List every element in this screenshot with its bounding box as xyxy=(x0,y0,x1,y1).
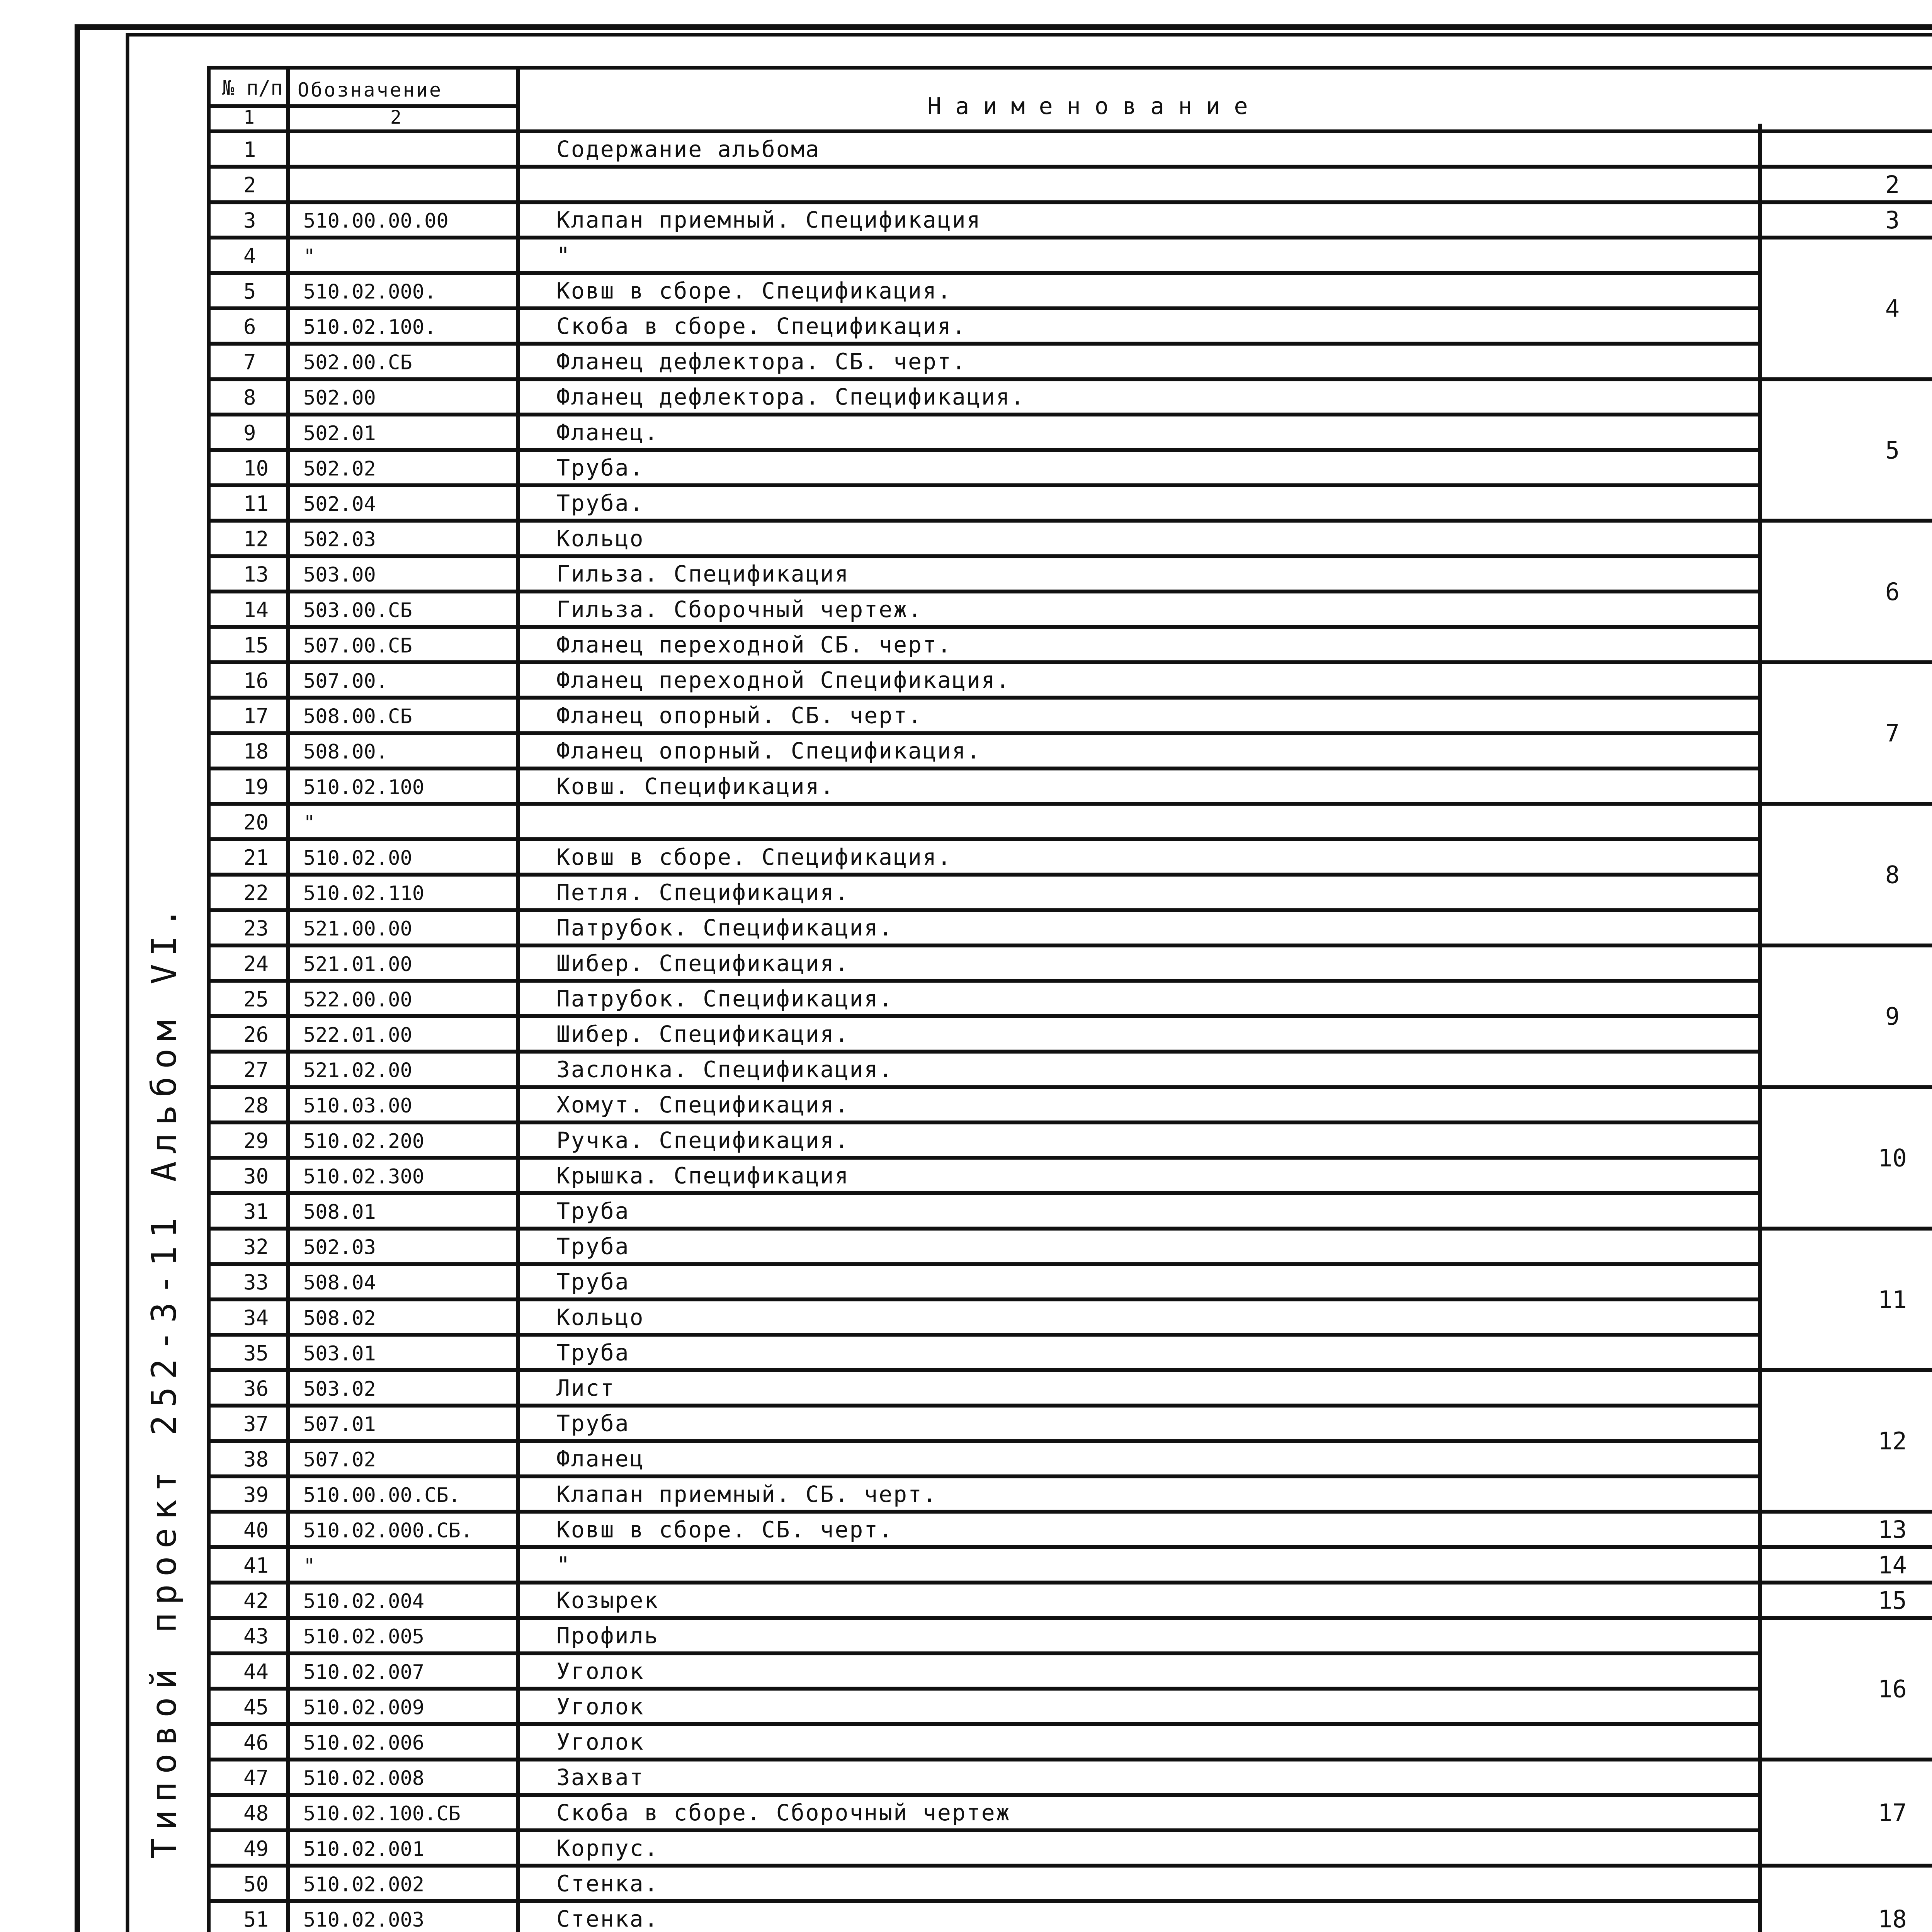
row-number: 18 xyxy=(243,739,269,764)
table-row xyxy=(243,985,893,1012)
row-designation: 510.02.004 xyxy=(303,1590,425,1613)
row-name: " xyxy=(556,242,571,269)
row-name: Труба xyxy=(556,1410,630,1437)
table-row xyxy=(243,667,1011,693)
row-name: Ковш в сборе. СБ. черт. xyxy=(556,1516,894,1543)
row-name: Гильза. Сборочный чертеж. xyxy=(556,596,923,622)
row-number: 35 xyxy=(243,1341,269,1366)
row-number: 27 xyxy=(243,1058,269,1082)
row-number: 21 xyxy=(243,845,269,870)
row-designation: 510.02.007 xyxy=(303,1660,425,1684)
sheet-number: 13 xyxy=(1878,1515,1907,1544)
row-name: Кольцо xyxy=(556,1304,645,1330)
sheet-number: 15 xyxy=(1878,1586,1907,1615)
row-name: Труба xyxy=(556,1339,630,1366)
row-name: Труба xyxy=(556,1197,630,1224)
row-name: Труба. xyxy=(556,454,645,481)
row-designation: 508.04 xyxy=(303,1271,376,1295)
row-name: Труба xyxy=(556,1233,630,1260)
row-number: 30 xyxy=(243,1164,269,1189)
sheet-number: 6 xyxy=(1885,577,1900,606)
row-number: 32 xyxy=(243,1235,269,1259)
row-number: 36 xyxy=(243,1376,269,1401)
row-designation: 510.02.000.СБ. xyxy=(303,1519,473,1543)
row-designation: 510.02.009 xyxy=(303,1696,425,1719)
row-number: 7 xyxy=(243,350,256,374)
row-designation: 510.02.003 xyxy=(303,1908,425,1932)
row-number: 17 xyxy=(243,704,269,728)
row-name: Захват xyxy=(556,1764,645,1791)
row-number: 15 xyxy=(243,633,269,658)
row-number: 39 xyxy=(243,1482,269,1507)
sheet-number: 10 xyxy=(1878,1144,1907,1172)
row-name: Ковш в сборе. Спецификация. xyxy=(556,844,952,870)
row-name: Фланец опорный. Спецификация. xyxy=(556,738,981,764)
row-designation: 507.00. xyxy=(303,669,388,693)
row-number: 38 xyxy=(243,1447,269,1472)
row-number: 13 xyxy=(243,562,269,587)
row-number: 14 xyxy=(243,597,269,622)
table-row xyxy=(243,349,967,375)
sheet-number: 9 xyxy=(1885,1002,1900,1031)
table-row xyxy=(243,384,1025,410)
sheet-number: 4 xyxy=(1885,294,1900,323)
row-name: Скоба в сборе. Сборочный чертеж xyxy=(556,1799,1011,1826)
row-designation: 502.03 xyxy=(303,528,376,551)
row-designation: 510.02.000. xyxy=(303,280,437,304)
column-number: 1 xyxy=(243,107,255,128)
row-number: 33 xyxy=(243,1270,269,1295)
row-designation: 503.01 xyxy=(303,1342,376,1366)
sheet-number: 2 xyxy=(1885,170,1900,199)
row-designation: 522.00.00 xyxy=(303,988,412,1012)
table-row xyxy=(243,173,256,197)
row-name: Уголок xyxy=(556,1658,645,1684)
row-name: Шибер. Спецификация. xyxy=(556,950,850,976)
table-row xyxy=(243,1516,893,1543)
row-name: Труба. xyxy=(556,490,645,516)
sheet-number: 11 xyxy=(1878,1285,1907,1314)
table-row xyxy=(243,631,952,658)
row-number: 16 xyxy=(243,668,269,693)
row-designation: 508.02 xyxy=(303,1306,376,1330)
row-name: Лист xyxy=(556,1374,615,1401)
row-designation: 510.02.100. xyxy=(303,315,437,339)
row-number: 48 xyxy=(243,1801,269,1826)
row-number: 26 xyxy=(243,1022,269,1047)
row-name: Кольцо xyxy=(556,525,645,552)
table-row xyxy=(243,277,952,304)
row-number: 19 xyxy=(243,774,269,799)
row-number: 25 xyxy=(243,987,269,1012)
row-number: 4 xyxy=(243,243,256,268)
table-row xyxy=(243,844,952,870)
sheet-number: 17 xyxy=(1878,1799,1907,1827)
row-designation: 521.02.00 xyxy=(303,1059,412,1082)
row-designation: 510.00.00.00 xyxy=(303,209,449,233)
row-name: Хомут. Спецификация. xyxy=(556,1092,850,1118)
row-number: 22 xyxy=(243,881,269,905)
row-designation: 510.02.100.СБ xyxy=(303,1802,461,1826)
row-name: Фланец переходной Спецификация. xyxy=(556,667,1011,693)
row-name: Стенка. xyxy=(556,1870,659,1897)
row-name: Крышка. Спецификация xyxy=(556,1162,850,1189)
row-designation: 521.01.00 xyxy=(303,952,412,976)
row-designation: 502.01 xyxy=(303,422,376,445)
table-row xyxy=(243,1799,1011,1826)
row-number: 23 xyxy=(243,916,269,941)
row-number: 12 xyxy=(243,527,269,551)
sheet-number: 5 xyxy=(1885,436,1900,464)
row-designation: " xyxy=(303,1554,316,1578)
row-designation: 507.02 xyxy=(303,1448,376,1472)
row-designation: 521.00.00 xyxy=(303,917,412,941)
row-designation: 503.02 xyxy=(303,1377,376,1401)
row-number: 24 xyxy=(243,951,269,976)
row-name: Патрубок. Спецификация. xyxy=(556,985,894,1012)
row-designation: 503.00 xyxy=(303,563,376,587)
row-designation: 510.02.006 xyxy=(303,1731,425,1755)
column-number: 2 xyxy=(390,107,401,128)
sheet-number: 3 xyxy=(1885,206,1900,234)
row-designation: " xyxy=(303,811,316,835)
row-name: Профиль xyxy=(556,1622,659,1649)
row-designation: 508.00.СБ xyxy=(303,705,412,728)
row-name: Фланец дефлектора. Спецификация. xyxy=(556,384,1026,410)
row-designation: 510.00.00.СБ. xyxy=(303,1483,461,1507)
row-name: Козырек xyxy=(556,1587,659,1614)
sheet-number: 14 xyxy=(1878,1551,1907,1579)
row-name: Скоба в сборе. Спецификация. xyxy=(556,313,967,339)
row-designation: 510.02.100 xyxy=(303,776,425,799)
table-row xyxy=(243,738,981,764)
row-number: 40 xyxy=(243,1518,269,1543)
row-name: Фланец xyxy=(556,1446,645,1472)
sheet-number: 18 xyxy=(1878,1905,1907,1932)
sheet-number: 8 xyxy=(1885,861,1900,889)
row-designation: 502.00 xyxy=(303,386,376,410)
row-name: Фланец переходной СБ. черт. xyxy=(556,631,952,658)
row-designation: " xyxy=(303,245,316,268)
row-designation: 508.01 xyxy=(303,1200,376,1224)
table-row xyxy=(243,915,893,941)
row-name: Заслонка. Спецификация. xyxy=(556,1056,894,1083)
row-number: 9 xyxy=(243,420,256,445)
row-name: Фланец дефлектора. СБ. черт. xyxy=(556,348,967,375)
row-designation: 507.00.СБ xyxy=(303,634,412,658)
row-designation: 522.01.00 xyxy=(303,1023,412,1047)
row-number: 2 xyxy=(243,173,256,197)
sheet-number: 16 xyxy=(1878,1675,1907,1703)
row-number: 41 xyxy=(243,1553,269,1578)
row-designation: 502.04 xyxy=(303,492,376,516)
row-name: Шибер. Спецификация. xyxy=(556,1020,850,1047)
row-number: 49 xyxy=(243,1836,269,1861)
row-designation: 510.02.002 xyxy=(303,1873,425,1896)
row-name: Труба xyxy=(556,1269,630,1295)
sheet-number: 12 xyxy=(1878,1427,1907,1456)
header-name: Наименование xyxy=(927,93,1262,120)
row-designation: 510.03.00 xyxy=(303,1094,412,1118)
row-name: Уголок xyxy=(556,1693,645,1720)
row-number: 3 xyxy=(243,208,256,233)
row-name: Ковш в сборе. Спецификация. xyxy=(556,277,952,304)
sheet-number: 7 xyxy=(1885,719,1900,748)
row-number: 37 xyxy=(243,1412,269,1436)
row-number: 11 xyxy=(243,491,269,516)
row-name: Ручка. Спецификация. xyxy=(556,1127,850,1153)
row-number: 28 xyxy=(243,1093,269,1118)
row-number: 10 xyxy=(243,456,269,481)
row-designation: 503.00.СБ xyxy=(303,599,412,622)
row-name: Фланец. xyxy=(556,419,659,446)
row-number: 47 xyxy=(243,1765,269,1790)
row-designation: 510.02.00 xyxy=(303,846,412,870)
row-designation: 510.02.008 xyxy=(303,1767,425,1790)
header-designation: Обозначение xyxy=(298,79,443,101)
row-number: 8 xyxy=(243,385,256,410)
row-number: 42 xyxy=(243,1588,269,1613)
row-name: Содержание альбома xyxy=(556,136,820,162)
row-name: Стенка. xyxy=(556,1905,659,1932)
row-number: 1 xyxy=(243,137,256,162)
row-name: Фланец опорный. СБ. черт. xyxy=(556,702,923,729)
row-designation: 502.02 xyxy=(303,457,376,481)
row-designation: 502.03 xyxy=(303,1236,376,1259)
row-name: Клапан приемный. СБ. черт. xyxy=(556,1481,937,1507)
table-row xyxy=(243,207,981,233)
table-row xyxy=(243,1056,893,1083)
row-number: 44 xyxy=(243,1659,269,1684)
row-designation: 510.02.001 xyxy=(303,1837,425,1861)
row-designation: 510.02.110 xyxy=(303,882,425,905)
row-designation: 502.00.СБ xyxy=(303,351,412,374)
row-number: 20 xyxy=(243,810,269,835)
row-name: Гильза. Спецификация xyxy=(556,561,850,587)
row-name: Уголок xyxy=(556,1728,645,1755)
row-designation: 507.01 xyxy=(303,1413,376,1436)
row-number: 51 xyxy=(243,1907,269,1932)
table-row xyxy=(243,596,923,622)
row-number: 50 xyxy=(243,1872,269,1896)
row-name: Ковш. Спецификация. xyxy=(556,773,835,799)
row-number: 31 xyxy=(243,1199,269,1224)
table-row xyxy=(243,702,923,729)
row-number: 6 xyxy=(243,314,256,339)
header-num: № п/п xyxy=(222,77,283,100)
row-name: " xyxy=(556,1551,571,1578)
table-row xyxy=(243,313,967,339)
row-name: Патрубок. Спецификация. xyxy=(556,915,894,941)
table-row xyxy=(243,1481,937,1507)
row-designation: 510.02.300 xyxy=(303,1165,425,1189)
row-number: 43 xyxy=(243,1624,269,1649)
row-number: 29 xyxy=(243,1128,269,1153)
row-designation: 510.02.200 xyxy=(303,1129,425,1153)
row-name: Петля. Спецификация. xyxy=(556,879,850,906)
row-designation: 508.00. xyxy=(303,740,388,764)
row-number: 34 xyxy=(243,1305,269,1330)
side-title: Типовой проект 252-3-11 Альбом VI. xyxy=(144,900,184,1859)
row-number: 46 xyxy=(243,1730,269,1755)
row-number: 5 xyxy=(243,279,256,304)
row-name: Корпус. xyxy=(556,1835,659,1861)
row-name: Клапан приемный. Спецификация xyxy=(556,207,981,233)
row-designation: 510.02.005 xyxy=(303,1625,425,1649)
row-number: 45 xyxy=(243,1695,269,1719)
